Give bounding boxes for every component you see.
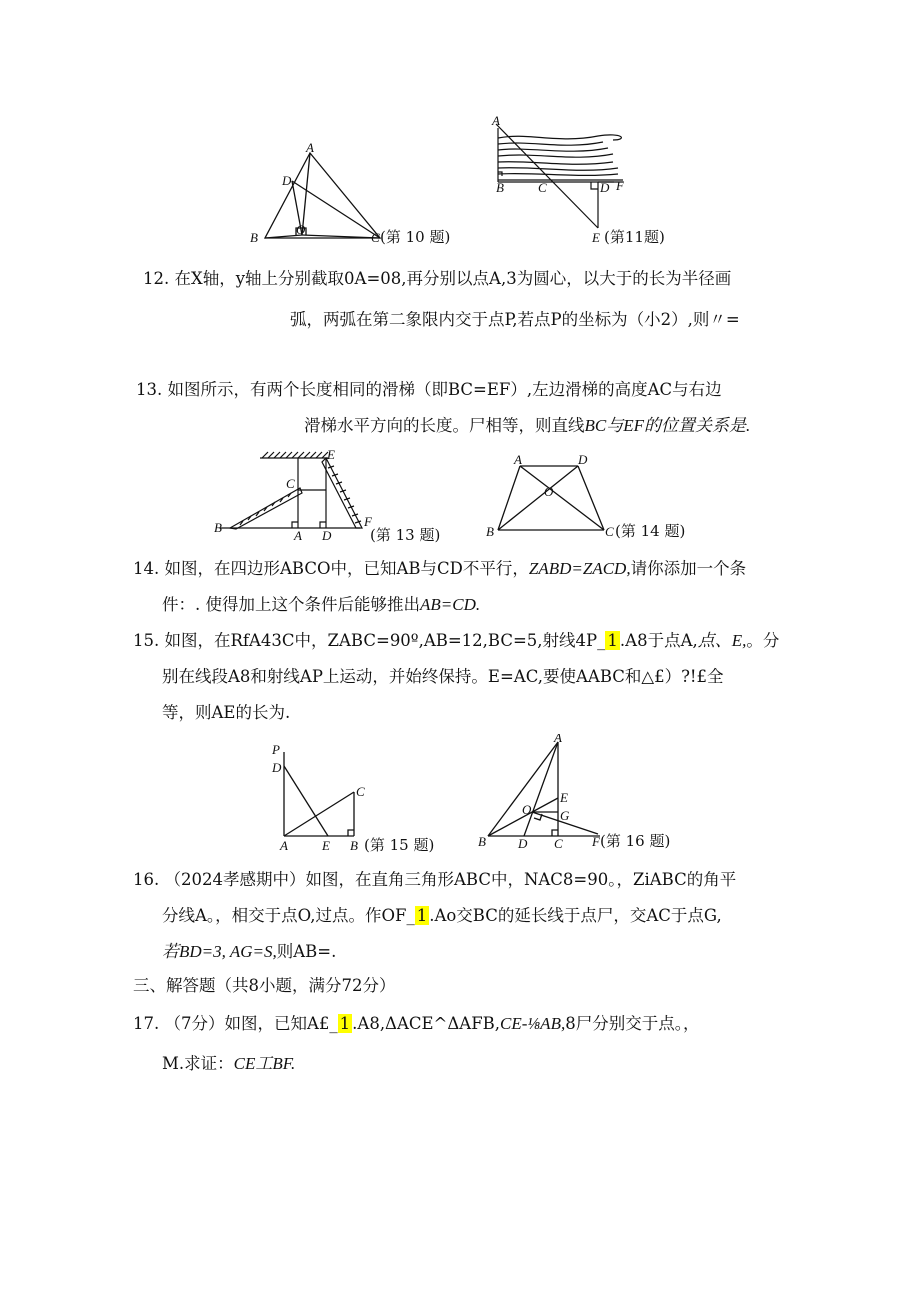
q14-line1-italic: ZABD=ZACD, xyxy=(528,559,631,578)
label-G: G xyxy=(560,808,570,823)
label-F: F xyxy=(616,178,624,193)
label-B: B xyxy=(214,520,222,535)
label-E: E xyxy=(327,448,335,462)
figure-q14 xyxy=(482,452,702,548)
q17-line2-italic: CE工BF. xyxy=(233,1054,296,1073)
label-F: F xyxy=(364,514,372,529)
q17-highlight: 1 xyxy=(339,1014,351,1033)
label-A: A xyxy=(280,838,288,853)
caption: (第 14 题) xyxy=(615,522,686,540)
label-D: D xyxy=(272,760,282,775)
q15-line1-mid: .A8于点A, xyxy=(619,631,698,650)
label-B: B xyxy=(496,180,504,195)
label-A: A xyxy=(514,452,522,467)
q13-line1: 13. 如图所示，有两个长度相同的滑梯（即BC=EF）,左边滑梯的高度AC与右边 xyxy=(136,380,722,399)
q16-line3-italic: 若BD=3, AG=S, xyxy=(162,942,277,961)
label-D: D xyxy=(578,452,588,467)
q16-line3-tail: 则AB=. xyxy=(276,942,337,961)
label-D: D xyxy=(282,173,292,188)
q14-line2-italic: AB=CD. xyxy=(420,595,481,614)
label-B: B xyxy=(478,834,486,849)
label-E: E xyxy=(592,230,600,245)
label-C: C xyxy=(605,524,614,539)
label-B: B xyxy=(250,230,258,245)
label-C: C xyxy=(356,784,365,799)
label-B: B xyxy=(486,524,494,539)
label-E: E xyxy=(322,838,330,853)
caption: (第11题) xyxy=(604,228,665,246)
q17-line1-tail: 8尸分别交于点。， xyxy=(565,1014,700,1033)
label-P: P xyxy=(272,742,280,757)
label-E: E xyxy=(560,790,568,805)
label-D: D xyxy=(518,836,528,851)
label-A: A xyxy=(554,734,562,745)
q14-line2 xyxy=(162,594,480,616)
q13-line2-text: 滑梯水平方向的长度。尸相等，则直线 xyxy=(304,416,585,435)
q16-line2-tail: .Ao交BC的延长线于点尸，交AC于点G, xyxy=(429,906,722,925)
q17-line1-italic: CE-⅛AB, xyxy=(500,1014,566,1033)
label-C: C xyxy=(286,476,295,491)
q13-line2-italic: BC与EF的位置关系是. xyxy=(584,416,751,435)
q15-line1 xyxy=(133,630,779,652)
q15-line1-tail: 。分 xyxy=(746,631,780,650)
label-O: O xyxy=(522,802,532,817)
q12-line1: 12. 在X轴，y轴上分别截取0A=08,再分别以点A,3为圆心，以大于的长为半径画 xyxy=(143,269,732,288)
q17-line1-mid: .A8,ΔACE^ΔAFB, xyxy=(352,1014,501,1033)
label-C: C xyxy=(371,230,380,245)
section-heading: 三、解答题（共8小题，满分72分） xyxy=(133,976,396,995)
figure-q10 xyxy=(240,138,450,248)
label-D: D xyxy=(322,528,332,543)
q14-line1-tail: 请你添加一个条 xyxy=(630,559,747,578)
q14-line1 xyxy=(133,558,746,580)
q15-line2: 别在线段A8和射线AP上运动，并始终保持。E=AC,要使AABC和△£）?!£全 xyxy=(162,667,724,686)
q16-line1: 16. （2024孝感期中）如图，在直角三角形ABC中，NAC8=90。，ZiABC的角平 xyxy=(133,870,737,889)
q15-line1-italic: 点、E, xyxy=(697,631,747,650)
q16-line3 xyxy=(162,941,336,963)
q12-line2: 弧，两弧在第二象限内交于点P,若点P的坐标为（小2）,则〃= xyxy=(290,310,740,329)
label-F: F xyxy=(592,834,600,849)
label-A: A xyxy=(294,528,302,543)
caption: (第 13 题) xyxy=(370,526,441,544)
q17-line2 xyxy=(162,1053,295,1075)
caption: (第 10 题) xyxy=(380,228,450,246)
label-A: A xyxy=(492,116,500,128)
q15-highlight: 1 xyxy=(607,631,618,650)
label-O: O xyxy=(544,484,554,499)
q17-line2-text: M.求证： xyxy=(162,1054,234,1073)
q16-highlight: 1 xyxy=(416,906,428,925)
q17-line1 xyxy=(133,1013,699,1035)
label-B: B xyxy=(350,838,358,853)
label-C: C xyxy=(538,180,547,195)
q16-line2-text: 分线A。，相交于点O,过点。作OF_ xyxy=(162,906,415,925)
figure-q11 xyxy=(488,116,698,248)
q15-line1-text: 15. 如图，在RfA43C中，ZABC=90º,AB=12,BC=5,射线4P_ xyxy=(133,631,606,650)
caption: (第 16 题) xyxy=(600,832,671,850)
q17-line1-text: 17. （7分）如图，已知A£_ xyxy=(133,1014,338,1033)
q14-line2-text: 件：. 使得加上这个条件后能够推出 xyxy=(162,595,420,614)
label-D: D xyxy=(600,180,610,195)
q14-line1-text: 14. 如图，在四边形ABCO中，已知AB与CD不平行， xyxy=(133,559,529,578)
q15-line3: 等，则AE的长为. xyxy=(162,703,291,722)
label-A: A xyxy=(306,140,314,155)
label-C: C xyxy=(554,836,563,851)
figure-q15 xyxy=(268,740,458,860)
q13-line2 xyxy=(304,415,750,437)
q16-line2 xyxy=(162,905,722,927)
caption: (第 15 题) xyxy=(364,836,435,854)
figure-q13 xyxy=(210,448,490,548)
label-O: O xyxy=(296,222,306,237)
figure-q16 xyxy=(474,734,694,858)
